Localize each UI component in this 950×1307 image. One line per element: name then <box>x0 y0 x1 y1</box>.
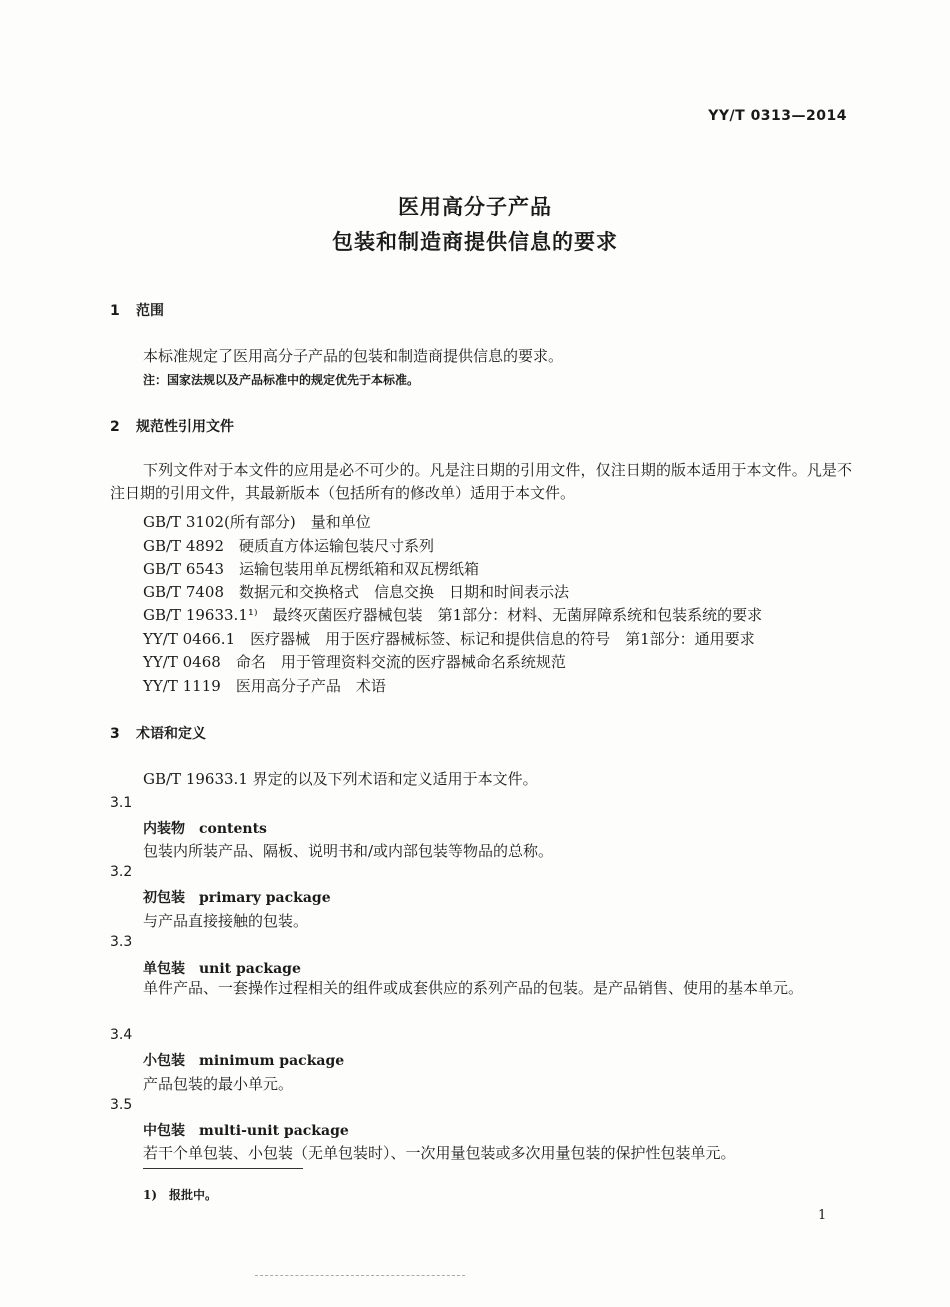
section-number: 2 <box>110 419 120 435</box>
section-3-heading <box>110 723 206 743</box>
term-number: 3.2 <box>110 864 133 880</box>
term-en: minimum package <box>199 1053 345 1069</box>
term-zh: 小包装 <box>143 1053 185 1069</box>
term-definition: 若干个单包装、小包装（无单包装时）、一次用量包装或多次用量包装的保护性包装单元。 <box>143 1144 736 1162</box>
term-definition: 包装内所装产品、隔板、说明书和/或内部包装等物品的总称。 <box>143 842 554 860</box>
reference-code: GB/T 7408 <box>143 583 225 601</box>
term-zh: 初包装 <box>143 890 185 906</box>
term-definition: 单件产品、一套操作过程相关的组件或成套供应的系列产品的包装。是产品销售、使用的基本单元。 <box>143 979 804 997</box>
reference-code: YY/T 0468 <box>143 653 221 671</box>
section-number: 3 <box>110 726 120 742</box>
reference-item <box>143 535 434 556</box>
title-line-2: 包装和制造商提供信息的要求 <box>332 230 618 254</box>
term-zh: 内装物 <box>143 821 185 837</box>
term-name <box>143 958 301 978</box>
standard-code: YY/T 0313—2014 <box>708 108 847 124</box>
reference-item <box>143 581 569 602</box>
footnote: 1) 报批中。 <box>143 1188 218 1202</box>
reference-item <box>143 675 386 696</box>
term-number: 3.1 <box>110 795 133 811</box>
term-number: 3.4 <box>110 1027 133 1043</box>
reference-code: GB/T 3102(所有部分) <box>143 513 296 531</box>
term-number: 3.5 <box>110 1097 133 1113</box>
reference-code: GB/T 19633.1¹⁾ <box>143 606 258 624</box>
section-2-intro: 下列文件对于本文件的应用是必不可少的。凡是注日期的引用文件，仅注日期的版本适用于本文件。凡是不注日期的引用文件，其最新版本（包括所有的修改单）适用于本文件。 <box>110 461 852 502</box>
term-en: contents <box>199 821 267 837</box>
reference-code: YY/T 0466.1 <box>143 630 236 648</box>
term-zh: 单包装 <box>143 961 185 977</box>
term-name <box>143 887 331 907</box>
term-name <box>143 1120 349 1140</box>
reference-title: 医疗器械 用于医疗器械标签、标记和提供信息的符号 第1部分：通用要求 <box>250 630 755 648</box>
term-number: 3.3 <box>110 934 133 950</box>
footnote-divider <box>143 1168 303 1169</box>
reference-item <box>143 651 566 672</box>
section-title: 术语和定义 <box>136 726 206 742</box>
section-title: 规范性引用文件 <box>136 419 234 435</box>
scan-artifact-line <box>255 1275 465 1276</box>
section-2-heading <box>110 416 234 436</box>
page-number: 1 <box>818 1208 827 1223</box>
reference-title: 量和单位 <box>310 513 371 531</box>
section-1-heading <box>110 300 164 320</box>
term-en: multi-unit package <box>199 1123 349 1139</box>
reference-item <box>143 628 755 649</box>
term-definition: 产品包装的最小单元。 <box>143 1075 294 1093</box>
term-en: primary package <box>199 890 331 906</box>
term-definition: 与产品直接接触的包装。 <box>143 912 309 930</box>
term-zh: 中包装 <box>143 1123 185 1139</box>
title-line-1: 医用高分子产品 <box>398 195 552 219</box>
term-en: unit package <box>199 961 301 977</box>
term-name <box>143 1050 344 1070</box>
reference-title: 运输包装用单瓦楞纸箱和双瓦楞纸箱 <box>239 560 480 578</box>
reference-code: YY/T 1119 <box>143 677 221 695</box>
reference-title: 最终灭菌医疗器械包装 第1部分：材料、无菌屏障系统和包装系统的要求 <box>272 606 763 624</box>
reference-item <box>143 604 762 625</box>
reference-code: GB/T 4892 <box>143 537 225 555</box>
reference-code: GB/T 6543 <box>143 560 225 578</box>
section-1-note: 注：国家法规以及产品标准中的规定优先于本标准。 <box>143 373 420 387</box>
reference-title: 硬质直方体运输包装尺寸系列 <box>239 537 435 555</box>
reference-title: 命名 用于管理资料交流的医疗器械命名系统规范 <box>235 653 566 671</box>
reference-item <box>143 558 479 579</box>
reference-item <box>143 511 371 532</box>
term-name <box>143 818 267 838</box>
section-3-intro: GB/T 19633.1 界定的以及下列术语和定义适用于本文件。 <box>143 770 538 788</box>
reference-title: 医用高分子产品 术语 <box>235 677 386 695</box>
section-number: 1 <box>110 303 120 319</box>
reference-title: 数据元和交换格式 信息交换 日期和时间表示法 <box>239 583 570 601</box>
section-title: 范围 <box>136 303 164 319</box>
section-1-body: 本标准规定了医用高分子产品的包装和制造商提供信息的要求。 <box>143 347 564 365</box>
